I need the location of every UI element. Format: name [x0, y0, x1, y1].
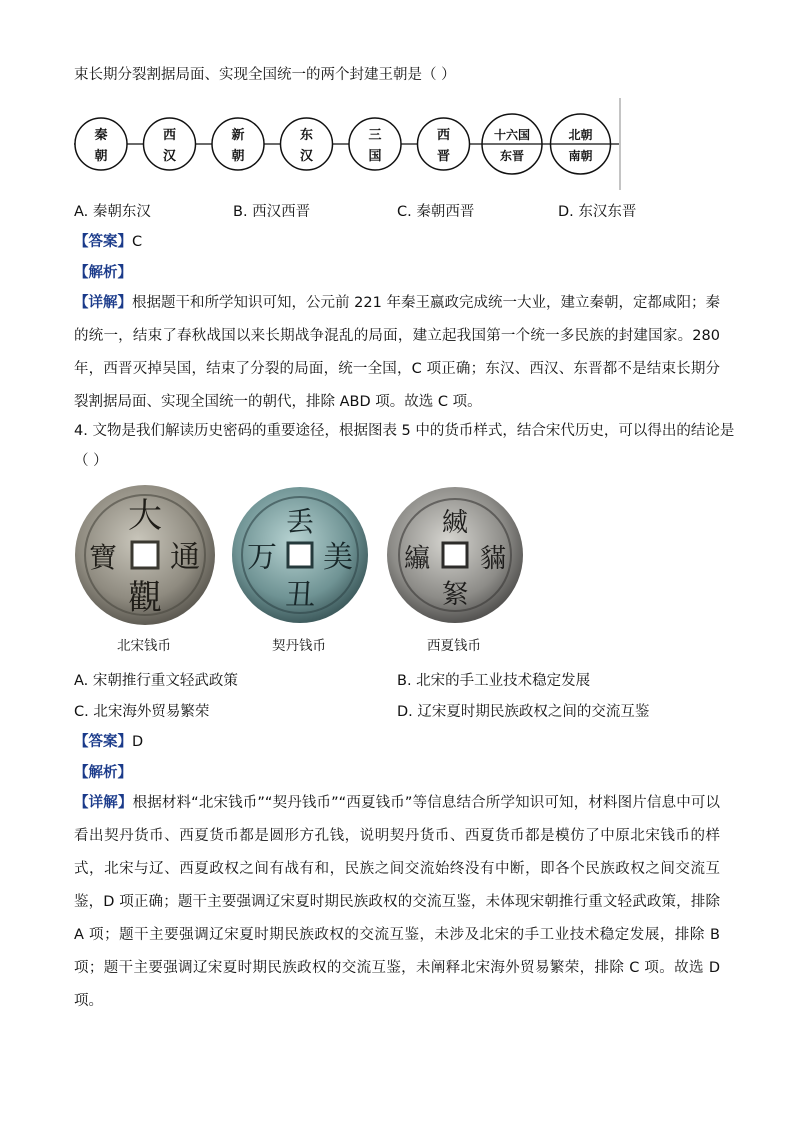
- analysis-tag: 【解析】: [74, 765, 132, 781]
- coins-figure: [70, 485, 530, 625]
- coin-northern-song: [75, 485, 215, 625]
- q4-option-a: A. 宋朝推行重文轻武政策: [74, 673, 238, 689]
- svg-text:縅: 縅: [441, 508, 469, 538]
- timeline-label: 西: [436, 128, 451, 143]
- q3-analysis-tag: [74, 262, 132, 284]
- answer-value: C: [132, 234, 143, 250]
- timeline-node: [551, 114, 611, 174]
- q3-option-d: D. 东汉东晋: [558, 204, 637, 220]
- q3-answer: [74, 231, 142, 253]
- q4-detail: [74, 787, 720, 1018]
- q4-option-d: D. 辽宋夏时期民族政权之间的交流互鉴: [397, 704, 650, 720]
- timeline-label: 晋: [436, 149, 451, 164]
- timeline-label: 朝: [231, 149, 245, 164]
- q3-option-c: C. 秦朝西晋: [397, 204, 475, 220]
- analysis-tag: 【解析】: [74, 265, 132, 281]
- coin-char: 大: [128, 496, 162, 536]
- svg-text:䋈: 䋈: [441, 580, 469, 610]
- timeline-label: 北朝: [568, 128, 593, 142]
- timeline-node: [144, 118, 196, 170]
- timeline-node: [418, 118, 470, 170]
- timeline-label: 三: [368, 128, 382, 143]
- coin-char: 觀: [128, 578, 162, 618]
- timeline-node: [349, 118, 401, 170]
- timeline-label: 南朝: [568, 149, 593, 163]
- q3-option-b: B. 西汉西晋: [233, 204, 311, 220]
- timeline-label: 国: [368, 149, 382, 164]
- timeline-label: 十六国: [493, 128, 531, 142]
- q3-detail: [74, 287, 720, 419]
- dynasty-timeline: [74, 98, 634, 190]
- detail-text: 根据题干和所学知识可知，公元前 221 年秦王嬴政完成统一大业，建立秦朝，定都咸阳；秦的统一，结束了春秋战国以来长期战争混乱的局面，建立起我国第一个统一多民族的封建国家。280 年，西晋灭掉吴国，结束了分裂的局面，统一全国，C 项正确；东汉、西汉、东晋都不是结束长期分裂割据局面、实现全国统一的朝代，排除 ABD 项。故选 C 项。: [74, 295, 720, 410]
- timeline-label: 秦: [94, 128, 108, 143]
- timeline-label: 汉: [162, 149, 177, 164]
- svg-text:丢: 丢: [285, 505, 315, 538]
- svg-text:丑: 丑: [285, 578, 315, 613]
- timeline-label: 西: [162, 128, 177, 143]
- timeline-node: [482, 114, 542, 174]
- timeline-node: [212, 118, 264, 170]
- detail-tag: 【详解】: [74, 795, 133, 811]
- q4-option-c: C. 北宋海外贸易繁荣: [74, 704, 210, 720]
- answer-tag: 【答案】: [74, 234, 132, 250]
- coin-label-khitan: 契丹钱币: [272, 638, 326, 654]
- svg-text:䌴: 䌴: [403, 544, 431, 574]
- timeline-node: [281, 118, 333, 170]
- coin-char: 通: [170, 540, 200, 575]
- q4-option-b: B. 北宋的手工业技术稳定发展: [397, 673, 591, 689]
- svg-text:万: 万: [247, 540, 277, 575]
- q4-answer: [74, 731, 143, 753]
- timeline-label: 朝: [94, 149, 108, 164]
- answer-value: D: [132, 734, 144, 750]
- coin-western-xia: [387, 487, 523, 623]
- svg-text:美: 美: [323, 540, 353, 575]
- detail-tag: 【详解】: [74, 295, 133, 311]
- timeline-label: 汉: [299, 149, 314, 164]
- timeline-node: [75, 118, 127, 170]
- answer-tag: 【答案】: [74, 734, 132, 750]
- detail-text: 根据材料“北宋钱币”“契丹钱币”“西夏钱币”等信息结合所学知识可知，材料图片信息中可以看出契丹货币、西夏货币都是圆形方孔钱，说明契丹货币、西夏货币都是模仿了中原北宋钱币的样式，北宋与辽、西夏政权之间有战有和，民族之间交流始终没有中断，即各个民族政权之间交流互鉴，D 项正确；题干主要强调辽宋夏时期民族政权的交流互鉴，未体现宋朝推行重文轻武政策，排除 A 项；题干主要强调辽宋夏时期民族政权的交流互鉴，未涉及北宋的手工业技术稳定发展，排除 B 项；题干主要强调辽宋夏时期民族政权的交流互鉴，未阐释北宋海外贸易繁荣，排除 C 项。故选 D 项。: [74, 795, 721, 1009]
- svg-text:䝡: 䝡: [479, 544, 507, 574]
- coin-label-northern-song: 北宋钱币: [117, 638, 171, 654]
- q3-stem: 束长期分裂割据局面、实现全国统一的两个封建王朝是（ ）: [74, 67, 456, 83]
- q4-stem-line1: 4. 文物是我们解读历史密码的重要途径，根据图表 5 中的货币样式，结合宋代历史，可以得出的结论是: [74, 423, 735, 439]
- coin-char: 寶: [88, 541, 118, 574]
- q3-option-a: A. 秦朝东汉: [74, 204, 151, 220]
- q4-analysis-tag: [74, 762, 132, 784]
- q4-stem-line2: （ ）: [74, 453, 108, 469]
- timeline-label: 东: [299, 128, 314, 143]
- coin-label-western-xia: 西夏钱币: [427, 638, 481, 654]
- timeline-label: 新: [231, 128, 245, 143]
- coin-khitan: [232, 487, 368, 623]
- timeline-label: 东晋: [499, 149, 525, 163]
